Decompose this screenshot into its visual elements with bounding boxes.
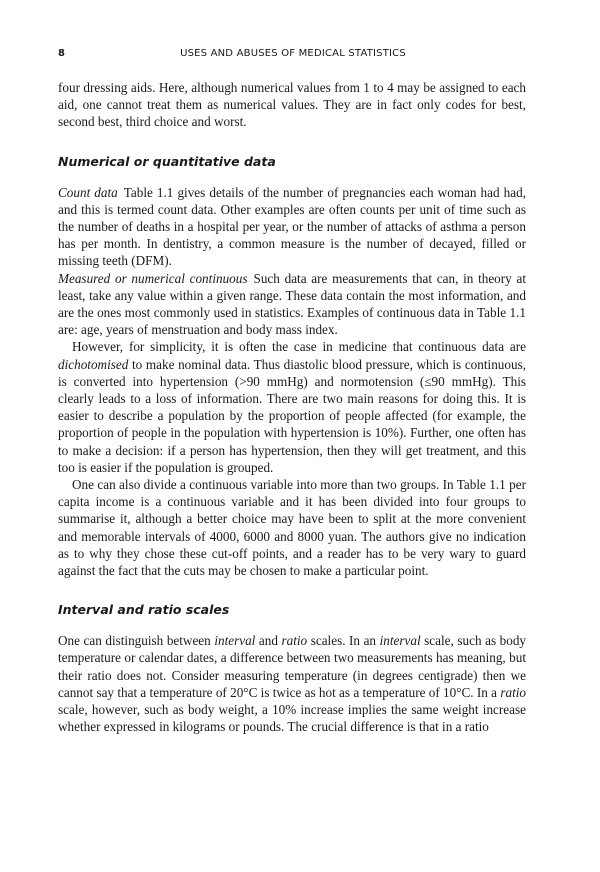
emphasis-ratio: ratio [281,633,308,649]
text-segment: and [255,633,282,649]
running-head: USES AND ABUSES OF MEDICAL STATISTICS [180,48,406,59]
count-data-text: Table 1.1 gives details of the number of pregnancies each woman had had, and this is termed count data. Other examples are often counts per unit of time such as the number of deaths in a hospital per year, or the number of attacks of asthma a person has per month. In dentistry, a common measure is the number of decayed, filled or missing teeth (DFM). [58,184,526,269]
text-segment: scale, such as body temperature or calendar dates, a difference between two measurements has meaning, but their ratio does not. Consider measuring temperature (in degrees centigrade) then we cannot say that a temperature of 20°C is twice as hot as a temperature of 10°C. In a [58,633,527,700]
paragraph-dressing-aids: four dressing aids. Here, although numerical values from 1 to 4 may be assigned to each aid, one cannot treat them as numerical values. They are in fact only codes for best, second best, third choice and worst. [58,80,526,130]
measured-text: Such data are measurements that can, in theory at least, take any value within a given range. These data contain the most information, and are the ones most commonly used in statistics. Examples of continuous data in Table 1.1 are: age, years of menstruation and body mass index. [58,270,526,338]
text-segment: scale, however, such as body weight, a 10% increase implies the same weight increase whether expressed in kilograms or pounds. The crucial difference is that in a ratio [58,702,526,735]
runin-label-measured: Measured or numerical continuous [58,270,248,286]
page-number: 8 [58,48,66,59]
runin-label-count-data: Count data [58,184,118,200]
paragraph-dichotomised [58,338,526,476]
paragraph-measured-continuous [58,270,526,339]
text-segment: One can distinguish between [58,633,215,649]
emphasis-interval: interval [379,633,421,649]
paragraph-count-data [58,184,526,270]
page-header [58,48,528,64]
section-heading-interval: Interval and ratio scales [58,602,230,618]
paragraph-interval-ratio [58,632,526,735]
emphasis-dichotomised: dichotomised [58,356,129,372]
emphasis-ratio: ratio [500,684,526,700]
paragraph-more-groups: One can also divide a continuous variable into more than two groups. In Table 1.1 per capita income is a continuous variable and it has been divided into four groups to summarise it, although a better choice may have been to split at the more convenient and memorable intervals of 4000, 6000 and 8000 yuan. The authors give no indication as to why they chose these cut-off points, and a reader has to be very wary to guard against the fact that the cuts may be chosen to make a particular point. [58,477,526,579]
text-segment: to make nominal data. Thus diastolic blood pressure, which is continuous, is converted into hypertension (>90 mmHg) and normotension (≤90 mmHg). This clearly leads to a loss of information. There are two main reasons for doing this. It is easier to describe a population by the proportion of people affected (for example, the proportion of people in the population with hypertension is 10%). Further, one often has to make a decision: if a person has hypertension, then they will get treatment, and this too is easier if the population is grouped. [58,356,526,475]
text-segment: scales. In an [307,633,380,649]
body-text [58,79,526,736]
emphasis-interval: interval [214,633,256,649]
section-heading-numerical: Numerical or quantitative data [58,153,276,169]
text-segment: However, for simplicity, it is often the case in medicine that continuous data are [72,339,526,355]
